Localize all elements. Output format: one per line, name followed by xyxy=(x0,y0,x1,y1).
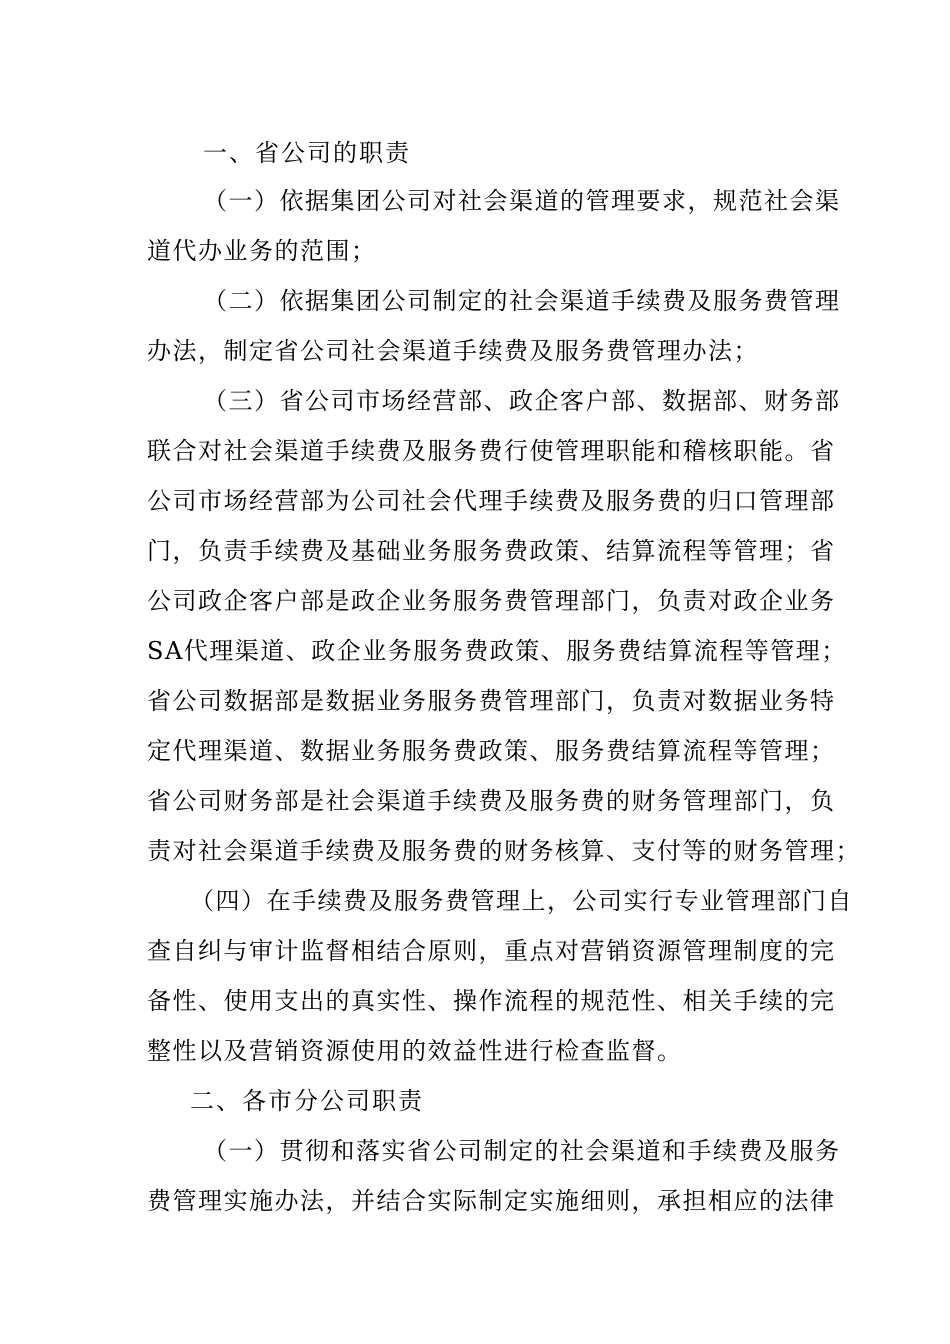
paragraph-line: 办法，制定省公司社会渠道手续费及服务费管理办法； xyxy=(147,337,759,365)
paragraph-line: 门，负责手续费及基础业务服务费政策、结算流程等管理；省 xyxy=(147,537,836,565)
paragraph-line: （二）依据集团公司制定的社会渠道手续费及服务费管理 xyxy=(203,287,841,315)
paragraph-line: 省公司财务部是社会渠道手续费及服务费的财务管理部门，负 xyxy=(147,787,836,815)
paragraph-line: SA代理渠道、政企业务服务费政策、服务费结算流程等管理； xyxy=(147,637,847,665)
paragraph-line: （一）贯彻和落实省公司制定的社会渠道和手续费及服务 xyxy=(203,1137,841,1165)
paragraph-line: 备性、使用支出的真实性、操作流程的规范性、相关手续的完 xyxy=(147,987,836,1015)
paragraph-line: 联合对社会渠道手续费及服务费行使管理职能和稽核职能。省 xyxy=(147,437,836,465)
paragraph-line: （一）依据集团公司对社会渠道的管理要求，规范社会渠 xyxy=(203,187,841,215)
paragraph-line: 公司政企客户部是政企业务服务费管理部门，负责对政企业务 xyxy=(147,587,836,615)
paragraph-line: 整性以及营销资源使用的效益性进行检查监督。 xyxy=(147,1037,683,1065)
paragraph-line: 公司市场经营部为公司社会代理手续费及服务费的归口管理部 xyxy=(147,487,836,515)
paragraph-line: 费管理实施办法，并结合实际制定实施细则，承担相应的法律 xyxy=(147,1187,836,1215)
paragraph-line: （三）省公司市场经营部、政企客户部、数据部、财务部 xyxy=(203,387,841,415)
paragraph-line: 责对社会渠道手续费及服务费的财务核算、支付等的财务管理； xyxy=(147,837,861,865)
section-heading-2: 二、各市分公司职责 xyxy=(190,1087,424,1115)
section-heading-1: 一、省公司的职责 xyxy=(203,139,411,167)
paragraph-line: 道代办业务的范围； xyxy=(147,237,377,265)
paragraph-line: （四）在手续费及服务费管理上，公司实行专业管理部门自 xyxy=(190,887,853,915)
paragraph-line: 查自纠与审计监督相结合原则，重点对营销资源管理制度的完 xyxy=(147,937,836,965)
paragraph-line: 定代理渠道、数据业务服务费政策、服务费结算流程等管理； xyxy=(147,737,836,765)
paragraph-line: 省公司数据部是数据业务服务费管理部门，负责对数据业务特 xyxy=(147,687,836,715)
